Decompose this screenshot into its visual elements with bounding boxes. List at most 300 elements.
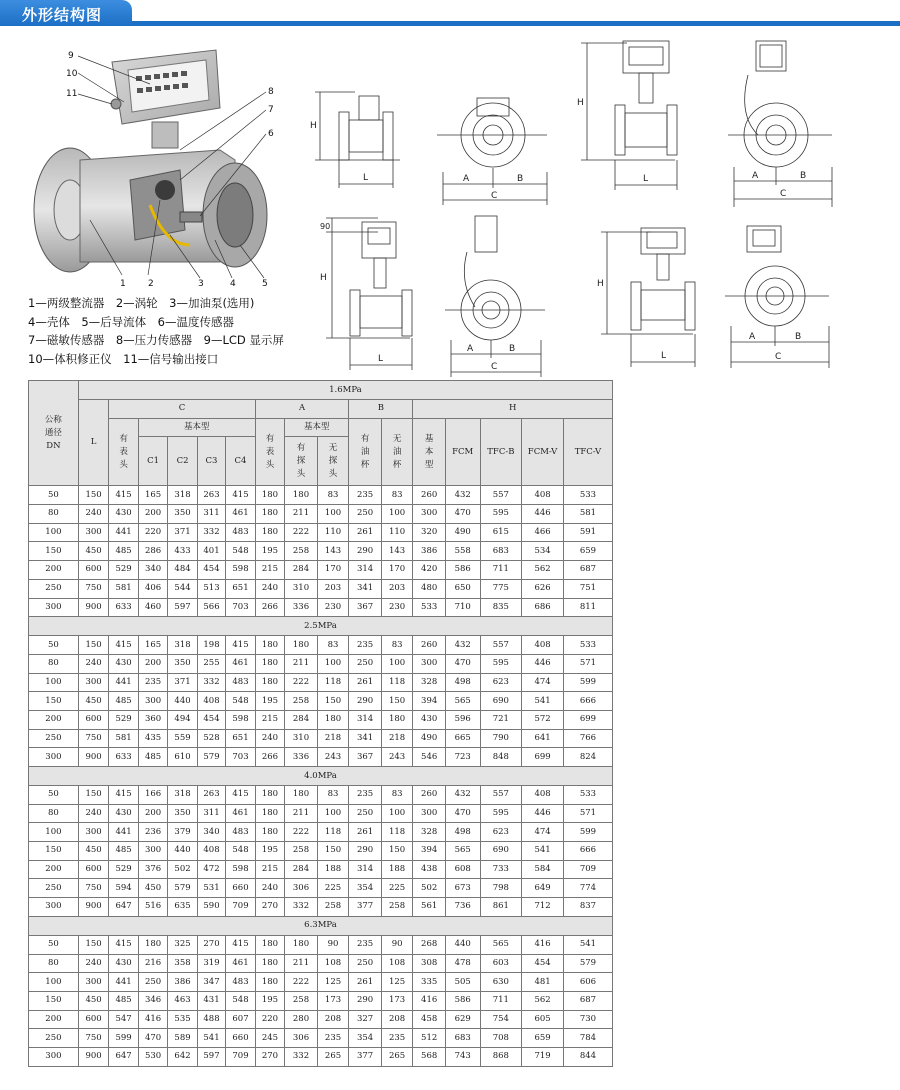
table-cell: 736: [445, 898, 480, 917]
table-cell: 546: [413, 748, 446, 767]
table-cell: 100: [29, 673, 79, 692]
table-header-row: [29, 400, 613, 419]
table-cell: 650: [445, 579, 480, 598]
table-cell: 258: [285, 542, 318, 561]
dim-C: C: [491, 191, 498, 201]
table-cell: 766: [563, 729, 612, 748]
table-cell: 235: [138, 673, 167, 692]
table-cell: 150: [29, 542, 79, 561]
table-cell: 533: [563, 486, 612, 505]
table-cell: 203: [381, 579, 413, 598]
table-cell: 208: [381, 1010, 413, 1029]
table-cell: 290: [349, 842, 382, 861]
table-cell: 633: [109, 598, 138, 617]
table-cell: 195: [255, 842, 284, 861]
table-cell: 125: [381, 973, 413, 992]
col-header-with-probe: 有 探 头: [285, 437, 318, 486]
table-cell: 108: [317, 954, 349, 973]
table-cell: 600: [78, 710, 109, 729]
dim-B: B: [517, 174, 524, 184]
table-cell: 222: [285, 973, 318, 992]
table-cell: 784: [563, 1029, 612, 1048]
col-header-basic: 基本型: [285, 418, 349, 437]
table-cell: 180: [255, 636, 284, 655]
table-cell: 775: [480, 579, 522, 598]
table-cell: 100: [317, 804, 349, 823]
table-cell: 300: [29, 748, 79, 767]
table-cell: 441: [109, 973, 138, 992]
table-cell: 446: [522, 804, 564, 823]
table-cell: 100: [381, 654, 413, 673]
table-cell: 165: [138, 486, 167, 505]
parts-legend: [28, 294, 328, 368]
table-cell: 438: [413, 860, 446, 879]
table-cell: 441: [109, 823, 138, 842]
table-cell: 595: [480, 505, 522, 524]
table-cell: 290: [349, 542, 382, 561]
table-cell: 314: [349, 561, 382, 580]
table-cell: 222: [285, 823, 318, 842]
table-cell: 290: [349, 991, 382, 1010]
table-cell: 629: [445, 1010, 480, 1029]
dim-L: L: [378, 354, 384, 364]
table-cell: 415: [226, 636, 255, 655]
table-cell: 516: [138, 898, 167, 917]
table-cell: 579: [168, 879, 197, 898]
table-cell: 458: [413, 1010, 446, 1029]
table-cell: 250: [349, 954, 382, 973]
table-cell: 598: [226, 860, 255, 879]
table-cell: 180: [255, 973, 284, 992]
table-cell: 180: [255, 804, 284, 823]
table-cell: 571: [563, 654, 612, 673]
table-cell: 483: [226, 973, 255, 992]
table-cell: 240: [78, 654, 109, 673]
table-cell: 481: [522, 973, 564, 992]
table-cell: 150: [29, 692, 79, 711]
table-cell: 470: [445, 654, 480, 673]
table-row: [29, 786, 613, 805]
table-cell: 200: [138, 505, 167, 524]
table-cell: 659: [563, 542, 612, 561]
table-cell: 683: [480, 542, 522, 561]
table-row: [29, 692, 613, 711]
table-cell: 599: [109, 1029, 138, 1048]
table-cell: 723: [445, 748, 480, 767]
table-cell: 533: [563, 636, 612, 655]
table-cell: 200: [29, 710, 79, 729]
table-cell: 642: [168, 1047, 197, 1066]
table-cell: 266: [255, 598, 284, 617]
table-cell: 90: [317, 935, 349, 954]
table-cell: 408: [522, 636, 564, 655]
table-cell: 733: [480, 860, 522, 879]
table-cell: 478: [445, 954, 480, 973]
table-cell: 466: [522, 523, 564, 542]
table-cell: 236: [138, 823, 167, 842]
table-cell: 548: [226, 842, 255, 861]
table-cell: 665: [445, 729, 480, 748]
table-cell: 170: [317, 561, 349, 580]
table-cell: 512: [413, 1029, 446, 1048]
table-row: [29, 973, 613, 992]
legend-line: 10—体积修正仪 11—信号输出接口: [28, 351, 219, 366]
table-cell: 790: [480, 729, 522, 748]
table-header-row: [29, 381, 613, 400]
table-cell: 548: [226, 692, 255, 711]
table-cell: 270: [255, 1047, 284, 1066]
table-cell: 579: [197, 748, 225, 767]
callout-3: 3: [198, 279, 204, 289]
table-cell: 367: [349, 748, 382, 767]
table-row: [29, 505, 613, 524]
table-cell: 100: [29, 973, 79, 992]
table-cell: 265: [317, 1047, 349, 1066]
dim-L: L: [661, 351, 667, 361]
table-cell: 598: [226, 710, 255, 729]
table-cell: 118: [317, 673, 349, 692]
table-cell: 341: [349, 579, 382, 598]
meter-body: [34, 148, 267, 272]
table-cell: 610: [168, 748, 197, 767]
table-cell: 143: [381, 542, 413, 561]
table-cell: 450: [78, 991, 109, 1010]
table-cell: 340: [197, 823, 225, 842]
table-cell: 470: [138, 1029, 167, 1048]
table-cell: 311: [197, 505, 225, 524]
dim-A: A: [467, 344, 474, 354]
table-cell: 721: [480, 710, 522, 729]
table-cell: 258: [381, 898, 413, 917]
table-cell: 371: [168, 673, 197, 692]
table-cell: 432: [445, 486, 480, 505]
table-cell: 108: [381, 954, 413, 973]
table-cell: 572: [522, 710, 564, 729]
table-cell: 180: [255, 523, 284, 542]
table-cell: 371: [168, 523, 197, 542]
table-cell: 666: [563, 692, 612, 711]
table-cell: 811: [563, 598, 612, 617]
table-cell: 220: [255, 1010, 284, 1029]
table-cell: 591: [563, 523, 612, 542]
table-cell: 589: [168, 1029, 197, 1048]
table-cell: 376: [138, 860, 167, 879]
table-cell: 180: [285, 486, 318, 505]
table-cell: 110: [381, 523, 413, 542]
table-cell: 750: [78, 729, 109, 748]
callout-7: 7: [268, 105, 274, 115]
callout-9: 9: [68, 51, 74, 61]
table-cell: 250: [29, 1029, 79, 1048]
table-row: [29, 842, 613, 861]
table-cell: 243: [317, 748, 349, 767]
table-cell: 80: [29, 804, 79, 823]
dim-A: A: [749, 332, 756, 342]
table-cell: 774: [563, 879, 612, 898]
table-cell: 300: [78, 973, 109, 992]
table-cell: 470: [445, 505, 480, 524]
dimension-drawing-side-basic: [305, 80, 415, 200]
table-cell: 699: [563, 710, 612, 729]
col-header-with-meter: 有 表 头: [109, 418, 138, 486]
col-header-H: H: [413, 400, 613, 419]
pressure-band-4.0MPa: 4.0MPa: [29, 767, 613, 786]
table-cell: 222: [285, 673, 318, 692]
table-cell: 450: [138, 879, 167, 898]
table-cell: 394: [413, 842, 446, 861]
table-cell: 325: [168, 935, 197, 954]
table-cell: 401: [197, 542, 225, 561]
pressure-band-6.3MPa: 6.3MPa: [29, 916, 613, 935]
table-cell: 750: [78, 1029, 109, 1048]
table-cell: 461: [226, 804, 255, 823]
table-cell: 83: [317, 636, 349, 655]
table-cell: 687: [563, 991, 612, 1010]
callout-1: 1: [120, 279, 126, 289]
table-cell: 711: [480, 991, 522, 1010]
table-cell: 336: [285, 598, 318, 617]
table-cell: 377: [349, 1047, 382, 1066]
table-cell: 835: [480, 598, 522, 617]
dimension-drawing-front-probe: [445, 212, 565, 380]
col-header-B: B: [349, 400, 413, 419]
table-cell: 300: [138, 842, 167, 861]
table-row: [29, 804, 613, 823]
table-cell: 415: [109, 935, 138, 954]
table-cell: 595: [480, 654, 522, 673]
table-cell: 450: [78, 842, 109, 861]
callout-6: 6: [268, 129, 274, 139]
table-cell: 440: [445, 935, 480, 954]
table-cell: 332: [197, 523, 225, 542]
table-cell: 651: [226, 579, 255, 598]
table-cell: 415: [226, 935, 255, 954]
dimension-drawing-front-basic: [435, 80, 560, 210]
table-cell: 180: [255, 786, 284, 805]
table-cell: 250: [138, 973, 167, 992]
table-cell: 483: [226, 673, 255, 692]
table-cell: 314: [349, 860, 382, 879]
table-cell: 200: [29, 561, 79, 580]
table-cell: 420: [413, 561, 446, 580]
table-header-row: [29, 916, 613, 935]
table-row: [29, 748, 613, 767]
table-cell: 245: [255, 1029, 284, 1048]
table-cell: 300: [29, 1047, 79, 1066]
header-rule: [0, 21, 900, 26]
table-cell: 529: [109, 860, 138, 879]
pressure-band-2.5MPa: 2.5MPa: [29, 617, 613, 636]
table-cell: 900: [78, 1047, 109, 1066]
table-cell: 430: [109, 654, 138, 673]
table-cell: 350: [168, 505, 197, 524]
table-cell: 118: [381, 673, 413, 692]
table-cell: 332: [285, 1047, 318, 1066]
table-row: [29, 823, 613, 842]
table-cell: 83: [317, 786, 349, 805]
table-cell: 446: [522, 654, 564, 673]
table-cell: 502: [168, 860, 197, 879]
table-cell: 415: [226, 786, 255, 805]
dim-B: B: [509, 344, 516, 354]
table-row: [29, 710, 613, 729]
table-cell: 533: [413, 598, 446, 617]
table-cell: 83: [381, 786, 413, 805]
dim-L: L: [643, 174, 649, 184]
table-row: [29, 729, 613, 748]
table-cell: 581: [563, 505, 612, 524]
table-cell: 494: [168, 710, 197, 729]
table-cell: 258: [285, 991, 318, 1010]
table-cell: 490: [445, 523, 480, 542]
table-cell: 211: [285, 954, 318, 973]
table-cell: 597: [168, 598, 197, 617]
table-cell: 258: [317, 898, 349, 917]
dim-H: H: [597, 279, 604, 289]
table-cell: 441: [109, 673, 138, 692]
table-row: [29, 1047, 613, 1066]
table-cell: 687: [563, 561, 612, 580]
table-cell: 461: [226, 654, 255, 673]
table-cell: 80: [29, 505, 79, 524]
callout-11: 11: [66, 89, 78, 99]
callout-2: 2: [148, 279, 154, 289]
table-row: [29, 636, 613, 655]
dim-C: C: [491, 362, 498, 372]
table-cell: 565: [480, 935, 522, 954]
table-cell: 261: [349, 823, 382, 842]
table-cell: 173: [317, 991, 349, 1010]
table-cell: 180: [255, 505, 284, 524]
table-cell: 703: [226, 748, 255, 767]
table-cell: 125: [317, 973, 349, 992]
table-cell: 240: [78, 505, 109, 524]
table-cell: 454: [197, 561, 225, 580]
table-cell: 900: [78, 748, 109, 767]
table-cell: 626: [522, 579, 564, 598]
table-cell: 173: [381, 991, 413, 1010]
table-cell: 290: [349, 692, 382, 711]
table-cell: 215: [255, 710, 284, 729]
table-cell: 198: [197, 636, 225, 655]
dim-H: H: [310, 121, 317, 131]
table-cell: 529: [109, 561, 138, 580]
table-cell: 408: [522, 786, 564, 805]
table-cell: 216: [138, 954, 167, 973]
table-cell: 143: [317, 542, 349, 561]
table-cell: 150: [78, 935, 109, 954]
table-cell: 433: [168, 542, 197, 561]
table-cell: 260: [413, 486, 446, 505]
table-cell: 243: [381, 748, 413, 767]
table-cell: 484: [168, 561, 197, 580]
table-cell: 441: [109, 523, 138, 542]
table-cell: 430: [413, 710, 446, 729]
table-cell: 311: [197, 804, 225, 823]
table-row: [29, 673, 613, 692]
table-cell: 250: [349, 505, 382, 524]
table-cell: 408: [197, 842, 225, 861]
table-cell: 386: [168, 973, 197, 992]
table-cell: 415: [109, 486, 138, 505]
table-cell: 513: [197, 579, 225, 598]
table-cell: 250: [29, 879, 79, 898]
table-row: [29, 991, 613, 1010]
table-cell: 837: [563, 898, 612, 917]
table-cell: 533: [563, 786, 612, 805]
table-cell: 408: [522, 486, 564, 505]
table-cell: 100: [381, 505, 413, 524]
table-cell: 150: [29, 842, 79, 861]
table-cell: 531: [197, 879, 225, 898]
dim-A: A: [463, 174, 470, 184]
table-cell: 341: [349, 729, 382, 748]
table-cell: 250: [349, 804, 382, 823]
table-cell: 463: [168, 991, 197, 1010]
table-cell: 868: [480, 1047, 522, 1066]
table-cell: 180: [255, 486, 284, 505]
table-cell: 180: [138, 935, 167, 954]
dim-B: B: [795, 332, 802, 342]
lcd-display-box: [111, 50, 220, 124]
table-cell: 90: [381, 935, 413, 954]
dim-C: C: [775, 352, 782, 362]
table-cell: 310: [285, 579, 318, 598]
col-header-dn: 公称 通径 DN: [29, 381, 79, 486]
table-cell: 608: [445, 860, 480, 879]
table-cell: 300: [78, 523, 109, 542]
table-cell: 430: [109, 804, 138, 823]
table-cell: 683: [445, 1029, 480, 1048]
table-cell: 562: [522, 561, 564, 580]
table-cell: 255: [197, 654, 225, 673]
table-cell: 50: [29, 786, 79, 805]
table-cell: 335: [413, 973, 446, 992]
table-cell: 603: [480, 954, 522, 973]
table-cell: 284: [285, 561, 318, 580]
table-cell: 690: [480, 692, 522, 711]
table-cell: 557: [480, 636, 522, 655]
table-cell: 415: [109, 636, 138, 655]
table-cell: 250: [29, 729, 79, 748]
table-cell: 180: [285, 636, 318, 655]
table-cell: 708: [480, 1029, 522, 1048]
table-cell: 318: [168, 486, 197, 505]
table-cell: 270: [255, 898, 284, 917]
table-cell: 360: [138, 710, 167, 729]
table-cell: 263: [197, 486, 225, 505]
table-cell: 100: [317, 505, 349, 524]
table-cell: 416: [138, 1010, 167, 1029]
table-cell: 490: [413, 729, 446, 748]
table-cell: 498: [445, 823, 480, 842]
table-row: [29, 561, 613, 580]
dim-L: L: [363, 173, 369, 183]
table-cell: 222: [285, 523, 318, 542]
table-cell: 300: [78, 673, 109, 692]
table-cell: 599: [563, 823, 612, 842]
table-cell: 180: [317, 710, 349, 729]
table-cell: 598: [226, 561, 255, 580]
dimension-drawing-side-probe: [318, 210, 428, 375]
table-cell: 270: [197, 935, 225, 954]
col-header-C1: C1: [138, 437, 167, 486]
table-cell: 225: [381, 879, 413, 898]
table-cell: 358: [168, 954, 197, 973]
col-header-with-oil-cup: 有 油 杯: [349, 418, 382, 486]
table-cell: 712: [522, 898, 564, 917]
table-cell: 200: [29, 1010, 79, 1029]
